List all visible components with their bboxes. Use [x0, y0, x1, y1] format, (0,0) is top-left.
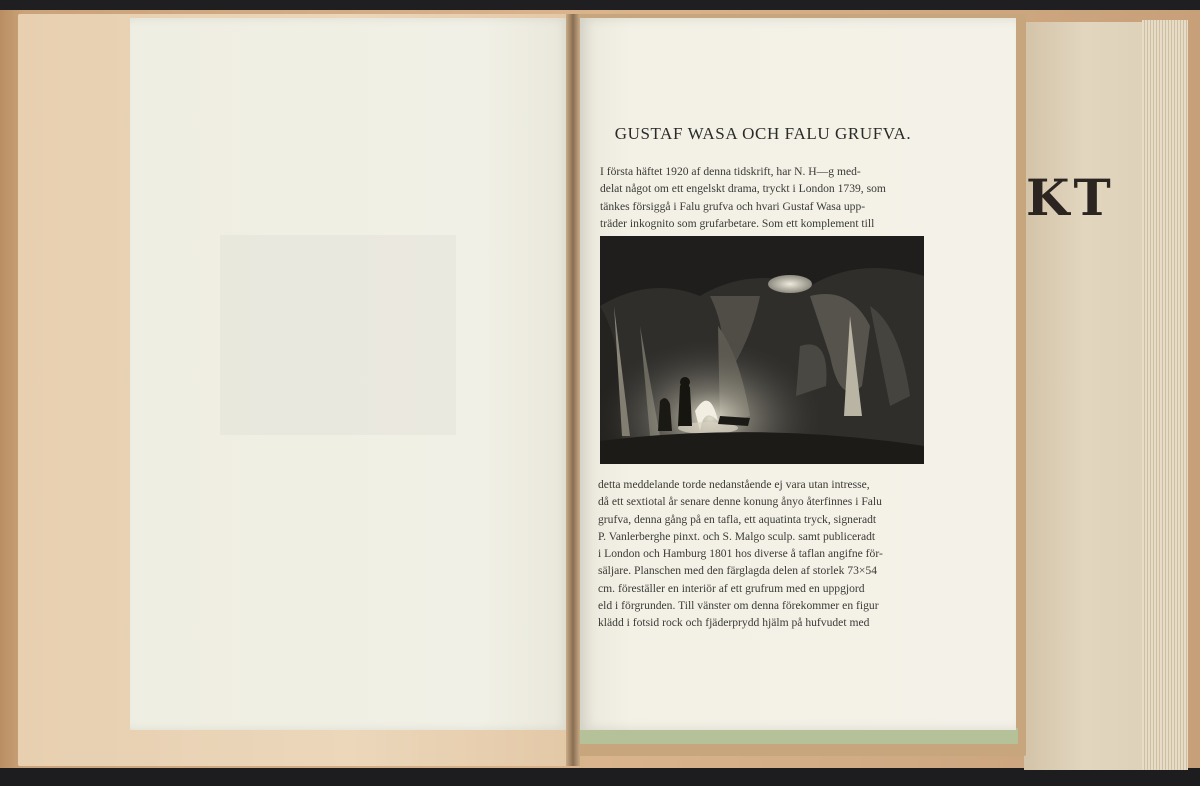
background-bottom	[0, 768, 1200, 786]
gutter	[566, 14, 580, 766]
text-line: P. Vanlerberghe pinxt. och S. Malgo sculp. samt publiceradt	[598, 529, 876, 543]
mine-engraving-illustration	[600, 236, 924, 464]
article-title: GUSTAF WASA OCH FALU GRUFVA.	[614, 124, 912, 143]
text-line: i London och Hamburg 1801 hos diverse å taflan angifne för-	[598, 547, 883, 561]
text-line: I första häftet 1920 af denna tidskrift, har N. H—g med-	[600, 165, 861, 178]
page-edges	[1142, 20, 1188, 770]
text-line: klädd i fotsid rock och fjäderprydd hjälm på hufvudet med	[598, 616, 870, 630]
text-line: tänkes försiggå i Falu grufva och hvari Gustaf Wasa upp-	[600, 199, 866, 213]
text-line: cm. föreställer en interiör af ett grufrum med en uppgjord	[598, 581, 865, 595]
next-leaf-letters: KT	[1026, 168, 1115, 227]
paragraph-2	[598, 476, 926, 632]
text-line: eld i förgrunden. Till vänster om denna förekommer en figur	[598, 599, 879, 613]
show-through-block	[220, 235, 456, 435]
green-edge-strip	[576, 728, 1018, 744]
text-line: detta meddelande torde nedanstående ej vara utan intresse,	[598, 478, 870, 491]
text-line: grufva, denna gång på en tafla, ett aquatinta tryck, signeradt	[598, 512, 877, 526]
paragraph-1	[600, 163, 924, 232]
text-line: träder inkognito som grufarbetare. Som ett komplement till	[600, 216, 875, 230]
text-line: säljare. Planschen med den färglagda delen af storlek 73×54	[598, 564, 878, 578]
text-line: då ett sextiotal år senare denne konung ånyo återfinnes i Falu	[598, 495, 882, 509]
text-line: delat något om ett engelskt drama, tryckt i London 1739, som	[600, 182, 886, 196]
